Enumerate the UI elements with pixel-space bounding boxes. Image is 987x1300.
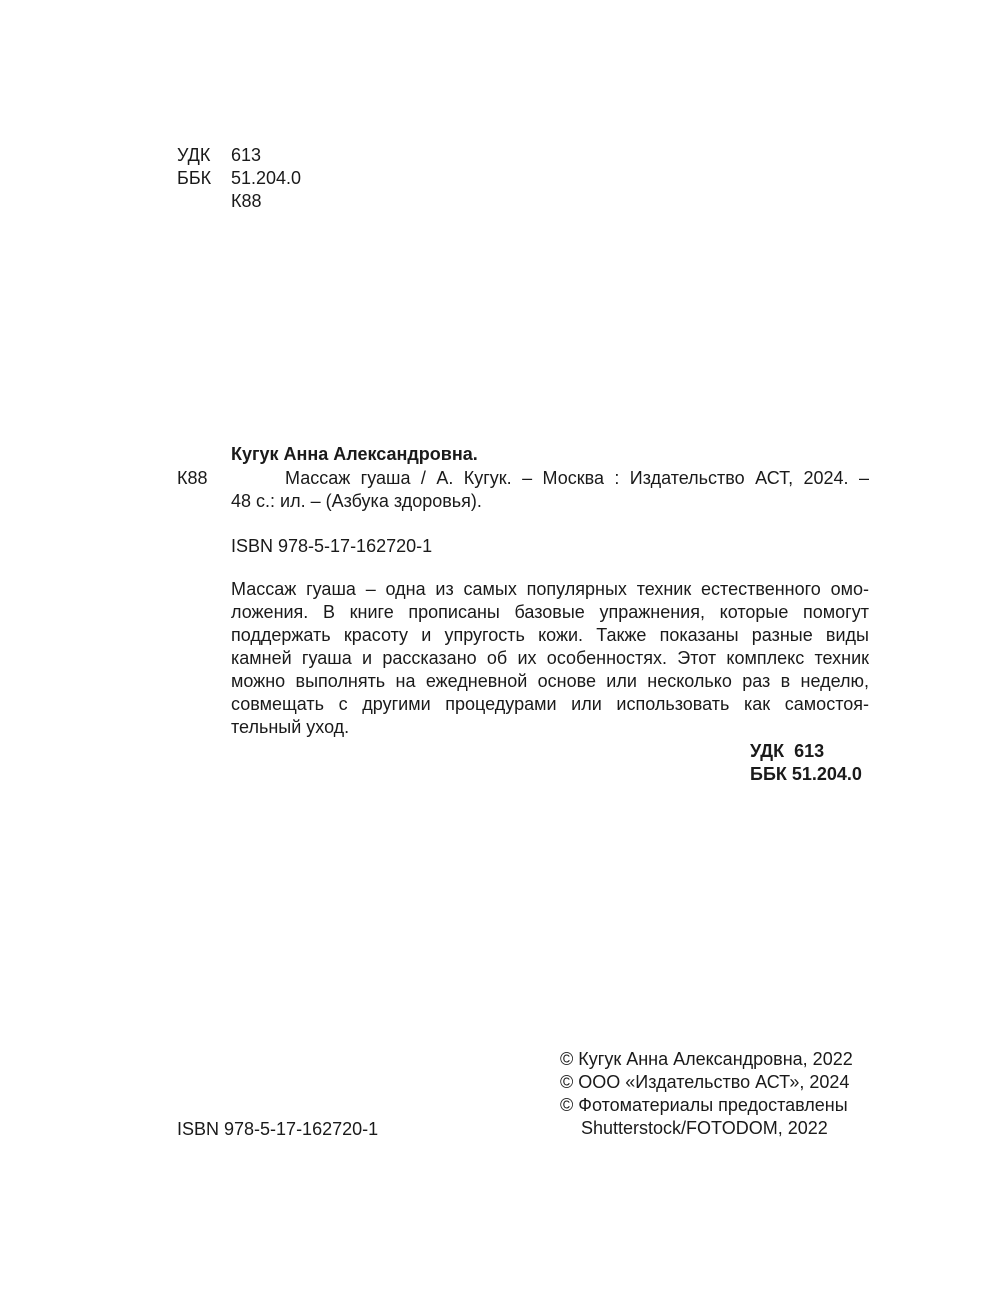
isbn-line: ISBN 978-5-17-162720-1 [231, 536, 433, 556]
annotation-line: ложения. В книге прописаны базовые упражнения, которые помогут [231, 602, 869, 622]
annotation-line: совмещать с другими процедурами или использовать как самостоя- [231, 694, 869, 714]
author-sign-top: К88 [231, 191, 262, 211]
annotation-line: поддержать красоту и упругость кожи. Также показаны разные виды [231, 625, 869, 645]
annotation-line: можно выполнять на ежедневной основе или несколько раз в неделю, [231, 671, 869, 691]
index-bbk: ББК 51.204.0 [750, 764, 862, 784]
copyright-block [560, 1048, 853, 1140]
footer-isbn: ISBN 978-5-17-162720-1 [177, 1119, 379, 1139]
index-codes [750, 740, 862, 786]
copyright-line: © Фотоматериалы предоставлены [560, 1095, 848, 1115]
annotation-line: тельный уход. [231, 717, 350, 737]
bbk-row [177, 167, 301, 190]
title-line: Массаж гуаша / А. Кугук. – Москва : Издательство АСТ, 2024. – [285, 468, 869, 488]
extent-line: 48 с.: ил. – (Азбука здоровья). [231, 491, 482, 511]
udk-row [177, 144, 261, 167]
annotation-paragraph [231, 578, 869, 739]
author-heading: Кугук Анна Александровна. [231, 444, 478, 464]
bbk-value: 51.204.0 [231, 168, 302, 188]
annotation-line: камней гуаша и рассказано об их особенностях. Этот комплекс техник [231, 648, 869, 668]
copyright-line: © ООО «Издательство АСТ», 2024 [560, 1072, 850, 1092]
udk-label: УДК [177, 145, 211, 165]
annotation-line: Массаж гуаша – одна из самых популярных техник естественного омо- [231, 579, 869, 599]
index-udk: УДК 613 [750, 741, 825, 761]
copyright-line: © Кугук Анна Александровна, 2022 [560, 1049, 853, 1069]
copyright-line: Shutterstock/FOTODOM, 2022 [581, 1118, 828, 1138]
udk-value: 613 [231, 145, 262, 165]
author-sign-left: К88 [177, 468, 208, 488]
bbk-label: ББК [177, 168, 212, 188]
